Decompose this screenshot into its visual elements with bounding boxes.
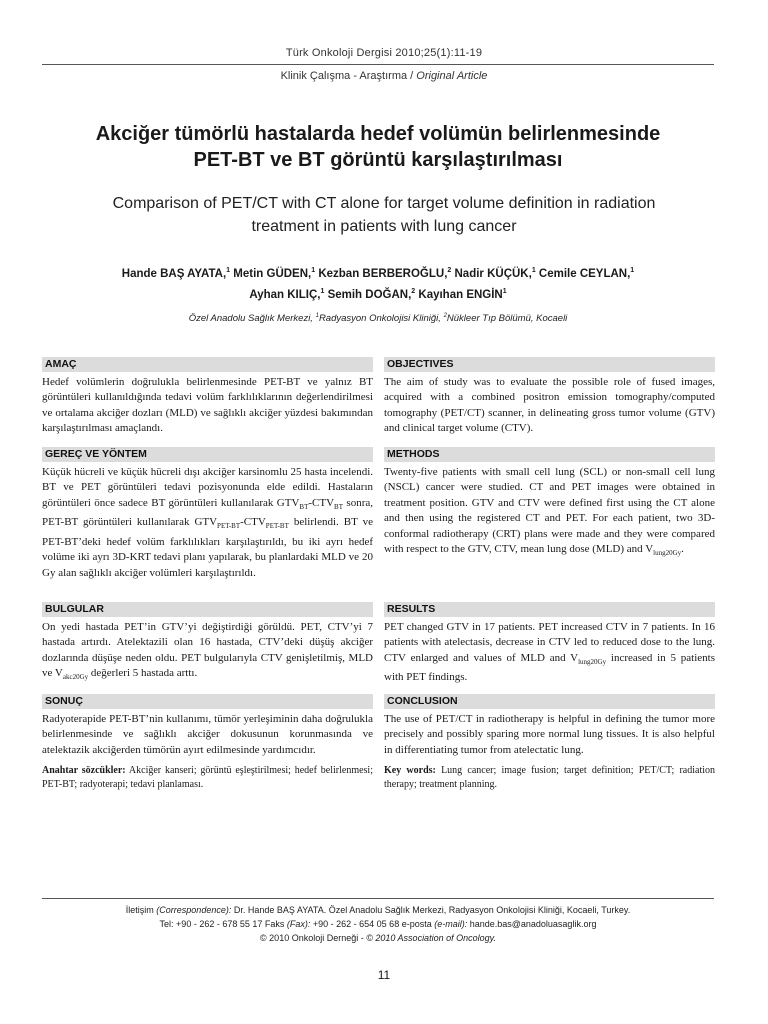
title-english bbox=[60, 192, 708, 238]
author-affil-sup: 2 bbox=[411, 287, 416, 295]
title-turkish-line-1: Akciğer tümörlü hastalarda hedef volümün belirlenmesinde bbox=[95, 123, 661, 145]
section-heading-conclusion: CONCLUSION bbox=[384, 694, 715, 709]
contact-line bbox=[42, 919, 714, 929]
keywords-label: Anahtar sözcükler: bbox=[42, 765, 126, 777]
abstract-english-methods bbox=[384, 447, 715, 562]
footer-rule bbox=[42, 898, 714, 899]
title-english-line-1: Comparison of PET/CT with CT alone for target volume definition in radiation bbox=[112, 195, 656, 212]
author-affil-sup: 1 bbox=[320, 287, 325, 295]
journal-citation: Türk Onkoloji Dergisi 2010;25(1):11-19 bbox=[285, 47, 483, 59]
title-english-line-2: treatment in patients with lung cancer bbox=[251, 218, 517, 235]
article-type bbox=[0, 70, 768, 82]
abstract-turkish-conclusion bbox=[42, 694, 373, 792]
affiliation-dept-1: Radyasyon Onkolojisi Kliniği, bbox=[318, 313, 444, 325]
subscript: akc20Gy bbox=[62, 673, 89, 682]
affiliation-sup-2: 2 bbox=[443, 313, 447, 319]
author: Kezban BERBEROĞLU, bbox=[315, 267, 448, 280]
article-type-en: Original Article bbox=[416, 70, 488, 82]
article-type-tr: Klinik Çalışma - Araştırma / bbox=[280, 70, 417, 82]
author-list bbox=[42, 262, 714, 304]
affiliation-sup-1: 1 bbox=[315, 313, 319, 319]
header-rule bbox=[42, 64, 714, 65]
author: Kayıhan ENGİN bbox=[415, 288, 503, 301]
text-run: Tel: +90 - 262 - 678 55 17 Faks bbox=[159, 919, 287, 929]
author-affil-sup: 1 bbox=[502, 287, 507, 295]
author: Hande BAŞ AYATA, bbox=[121, 267, 227, 280]
section-body-objectives: The aim of study was to evaluate the possible role of fused images, acquired with a combined positron emission tomography/computed tomography (PET/CT) scanner, in delineating gross tumor volume (GTV) and clinical target volume (CTV). bbox=[384, 376, 715, 435]
text-run: +90 - 262 - 654 05 68 e-posta bbox=[310, 919, 435, 929]
affiliation-dept-2: Nükleer Tıp Bölümü, Kocaeli bbox=[446, 313, 568, 325]
section-body-methods bbox=[384, 465, 715, 562]
author-affil-sup: 1 bbox=[311, 267, 316, 274]
author: Metin GÜDEN, bbox=[230, 267, 312, 280]
affiliations bbox=[42, 313, 714, 324]
text-run: -CTV bbox=[308, 496, 335, 509]
text-run-italic: (Correspondence): bbox=[156, 905, 232, 915]
text-run: sonra, PET-BT görüntüleri kullanılarak GTV bbox=[42, 496, 374, 529]
text-run: -CTV bbox=[240, 516, 266, 529]
keywords-list: Akciğer kanseri; görüntü eşleştirilmesi; hedef belirlenmesi; PET-BT; radyoterapi; tedavi planlaması. bbox=[42, 765, 373, 791]
section-body-results bbox=[384, 620, 715, 686]
keywords-label: Key words: bbox=[384, 765, 436, 777]
text-run: belirlendi. BT ve PET-BT’deki hedef volüm farklılıkları karşılaştırıldı, bu iki ayrı hedef volüme iki ayrı 3D-KRT tedavi planı yapılarak, bu planlardaki MLD ve 20 Gy alan sağlıklı akciğer volümleri karşılaştırıldı. bbox=[42, 516, 373, 579]
section-heading-bulgular: BULGULAR bbox=[42, 602, 373, 617]
author: Cemile CEYLAN, bbox=[535, 267, 631, 280]
subscript: lung20Gy bbox=[578, 658, 607, 666]
text-run-italic: © 2010 Association of Oncology. bbox=[366, 933, 496, 943]
author: Ayhan KILIÇ, bbox=[249, 288, 321, 301]
page-number: 11 bbox=[377, 968, 391, 982]
abstract-turkish bbox=[42, 357, 373, 437]
subscript: lung20Gy bbox=[653, 549, 682, 558]
text-run-italic: (e-mail): bbox=[434, 919, 468, 929]
section-body-bulgular bbox=[42, 620, 373, 686]
section-heading-sonuc: SONUÇ bbox=[42, 694, 373, 709]
section-heading-amac: AMAÇ bbox=[42, 357, 373, 372]
text-run: değerleri 5 hastada arttı. bbox=[88, 667, 198, 680]
subscript: BT bbox=[334, 503, 343, 511]
author: Nadir KÜÇÜK, bbox=[451, 267, 532, 280]
abstract-english-conclusion bbox=[384, 694, 715, 792]
abstract-english-results bbox=[384, 602, 715, 686]
text-run: increased in 5 patients with PET findings. bbox=[384, 651, 715, 684]
affiliation-institution: Özel Anadolu Sağlık Merkezi, bbox=[188, 313, 316, 325]
keywords-turkish bbox=[42, 764, 373, 792]
title-turkish-line-2: PET-BT ve BT görüntü karşılaştırılması bbox=[193, 149, 563, 171]
author-affil-sup: 2 bbox=[447, 267, 452, 274]
subscript: PET-BT bbox=[265, 522, 289, 531]
title-turkish bbox=[42, 121, 714, 173]
text-run: On yedi hastada PET’in GTV’yi değiştirdiği görüldü. PET, CTV’yi 7 hastada artırdı. Atelektazili olan 16 hastada, CTV’deki düşüş akciğer dozlarında düşüşe neden oldu. PET bulgularıyla CTV genişletilmiş, MLD ve V bbox=[42, 621, 373, 680]
keywords-english bbox=[384, 764, 715, 792]
abstract-turkish-methods bbox=[42, 447, 373, 581]
text-run: Twenty-five patients with small cell lung (SCL) or non-small cell lung (NSCL) cancer were studied. CT and PET images were obtained in treatment position. GTV and CTV were defined first using the CT alone and then using the registered CT and PET. For each patient, two 3D-conformal radiotherapy (CRT) plans were made and they were compared with respect to the GTV, CTV, mean lung dose (MLD) and V bbox=[384, 466, 715, 556]
author-line-2 bbox=[42, 283, 714, 304]
text-run: . bbox=[681, 543, 684, 556]
section-heading-results: RESULTS bbox=[384, 602, 715, 617]
section-body-sonuc: Radyoterapide PET-BT’nin kullanımı, tümör yerleşiminin daha doğrulukla belirlenmesinde ve sağlıklı akciğer dokusunun korunmasında ve atelektazik akciğerden tümörün ayırt edilmesinde yardımcıdır. bbox=[42, 713, 373, 756]
section-heading-objectives: OBJECTIVES bbox=[384, 357, 715, 372]
subscript: PET-BT bbox=[217, 522, 241, 531]
author-affil-sup: 1 bbox=[630, 267, 635, 274]
section-body-amac: Hedef volümlerin doğrulukla belirlenmesinde PET-BT ve yalnız BT görüntüleri kullanıldığında tedavi volüm farklılıklarının değerlendirilmesi ve ortalama akciğer dozları (MLD) ve sağlıklı akciğer yüzdesi bakımından karşılaştırılması amaçlandı. bbox=[42, 376, 373, 435]
author-line-1 bbox=[42, 262, 714, 283]
text-run: PET changed GTV in 17 patients. PET increased CTV in 7 patients. In 16 patients with atelectasis, decrease in CTV led to reduced dose to the lung. CTV enlarged and values of MLD and V bbox=[384, 621, 715, 664]
section-heading-methods: METHODS bbox=[384, 447, 715, 462]
section-body-gerec bbox=[42, 465, 373, 581]
author-affil-sup: 1 bbox=[531, 267, 536, 274]
subscript: BT bbox=[299, 503, 309, 511]
text-run: Küçük hücreli ve küçük hücreli dışı akciğer karsinomlu 25 hasta incelendi. BT ve PET görüntüleri tedavi pozisyonunda elde edildi. Hastaların görüntüleri önce sadece BT görüntüleri kullanılarak GTV bbox=[42, 466, 373, 509]
section-heading-gerec: GEREÇ VE YÖNTEM bbox=[42, 447, 373, 462]
author: Semih DOĞAN, bbox=[324, 288, 412, 301]
text-run: Dr. Hande BAŞ AYATA. Özel Anadolu Sağlık Merkezi, Radyasyon Onkolojisi Kliniği, Kocaeli, Turkey. bbox=[231, 905, 631, 915]
author-affil-sup: 1 bbox=[226, 267, 231, 274]
copyright-line bbox=[42, 933, 714, 943]
email-address: hande.bas@anadoluasaglik.org bbox=[467, 919, 597, 929]
text-run-italic: (Fax): bbox=[286, 919, 311, 929]
keywords-list: Lung cancer; image fusion; target definition; PET/CT; radiation therapy; treatment planning. bbox=[384, 765, 716, 791]
abstract-english bbox=[384, 357, 715, 437]
text-run: İletişim bbox=[125, 905, 157, 915]
text-run: © 2010 Onkoloji Derneği - bbox=[260, 933, 367, 943]
correspondence-line bbox=[42, 905, 714, 915]
abstract-turkish-results bbox=[42, 602, 373, 686]
section-body-conclusion: The use of PET/CT in radiotherapy is helpful in defining the tumor more precisely and possibly sparing more normal lung tissues. It is also helpful in differentiating tumor from atelectatic lung. bbox=[384, 713, 715, 756]
